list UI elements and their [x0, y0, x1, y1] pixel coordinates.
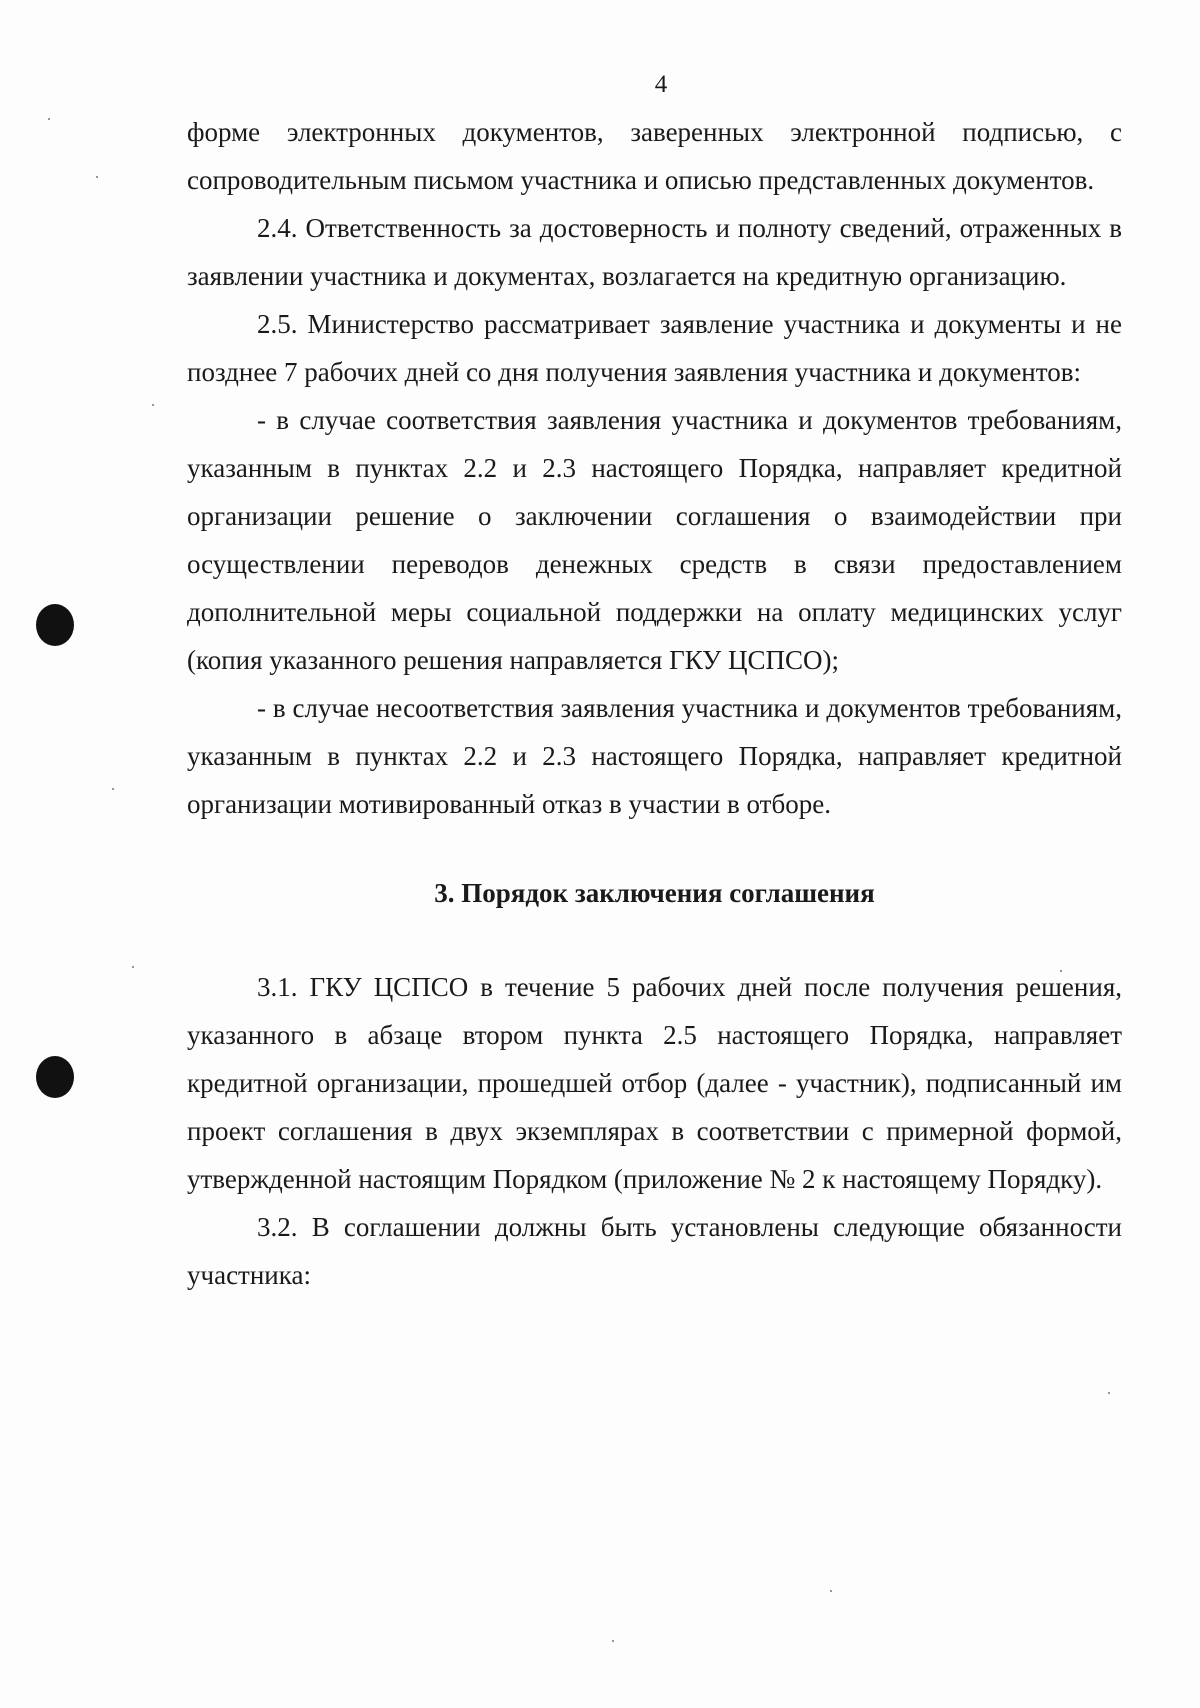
scan-speck [152, 404, 154, 406]
paragraphs-top [187, 108, 1122, 828]
paragraph-2-5: 2.5. Министерство рассматривает заявление участника и документы и не позднее 7 рабочих дней со дня получения заявления участника и документов: [187, 309, 1122, 387]
document-body [187, 108, 1122, 1299]
paragraph-3-2: 3.2. В соглашении должны быть установлены следующие обязанности участника: [187, 1212, 1122, 1290]
scan-speck [112, 788, 114, 790]
section-heading: 3. Порядок заключения соглашения [434, 878, 875, 908]
scan-speck [132, 966, 134, 968]
scan-speck [48, 118, 50, 120]
paragraph-2-5-compliance: - в случае соответствия заявления участника и документов требованиям, указанным в пунктах 2.2 и 2.3 настоящего Порядка, направляет кредитной организации решение о заключении соглашения о взаимодействии при осуществлении переводов денежных средств в связи предоставлением дополнительной меры социальной поддержки на оплату медицинских услуг (копия указанного решения направляется ГКУ ЦСПСО); [187, 405, 1122, 675]
page-number: 4 [654, 71, 668, 98]
paragraph-2-5-noncompliance: - в случае несоответствия заявления участника и документов требованиям, указанным в пунктах 2.2 и 2.3 настоящего Порядка, направляет кредитной организации мотивированный отказ в участии в отборе. [187, 693, 1122, 819]
paragraph-3-1: 3.1. ГКУ ЦСПСО в течение 5 рабочих дней после получения решения, указанного в абзаце втором пункта 2.5 настоящего Порядка, направляет кредитной организации, прошедшей отбор (далее - участник), подписанный им проект соглашения в двух экземплярах в соответствии с примерной формой, утвержденной настоящим Порядком (приложение № 2 к настоящему Порядку). [187, 972, 1122, 1194]
scan-speck [1108, 1392, 1110, 1394]
punch-hole-bottom [36, 1056, 74, 1098]
scan-speck [96, 176, 98, 178]
paragraphs-bottom [187, 963, 1122, 1299]
scan-speck [830, 1590, 832, 1592]
scan-speck [612, 1640, 614, 1642]
paragraph-2-4: 2.4. Ответственность за достоверность и полноту сведений, отраженных в заявлении участника и документах, возлагается на кредитную организацию. [187, 213, 1122, 291]
paragraph-continuation: форме электронных документов, заверенных электронной подписью, с сопроводительным письмом участника и описью представленных документов. [187, 117, 1122, 195]
punch-hole-top [36, 604, 74, 646]
